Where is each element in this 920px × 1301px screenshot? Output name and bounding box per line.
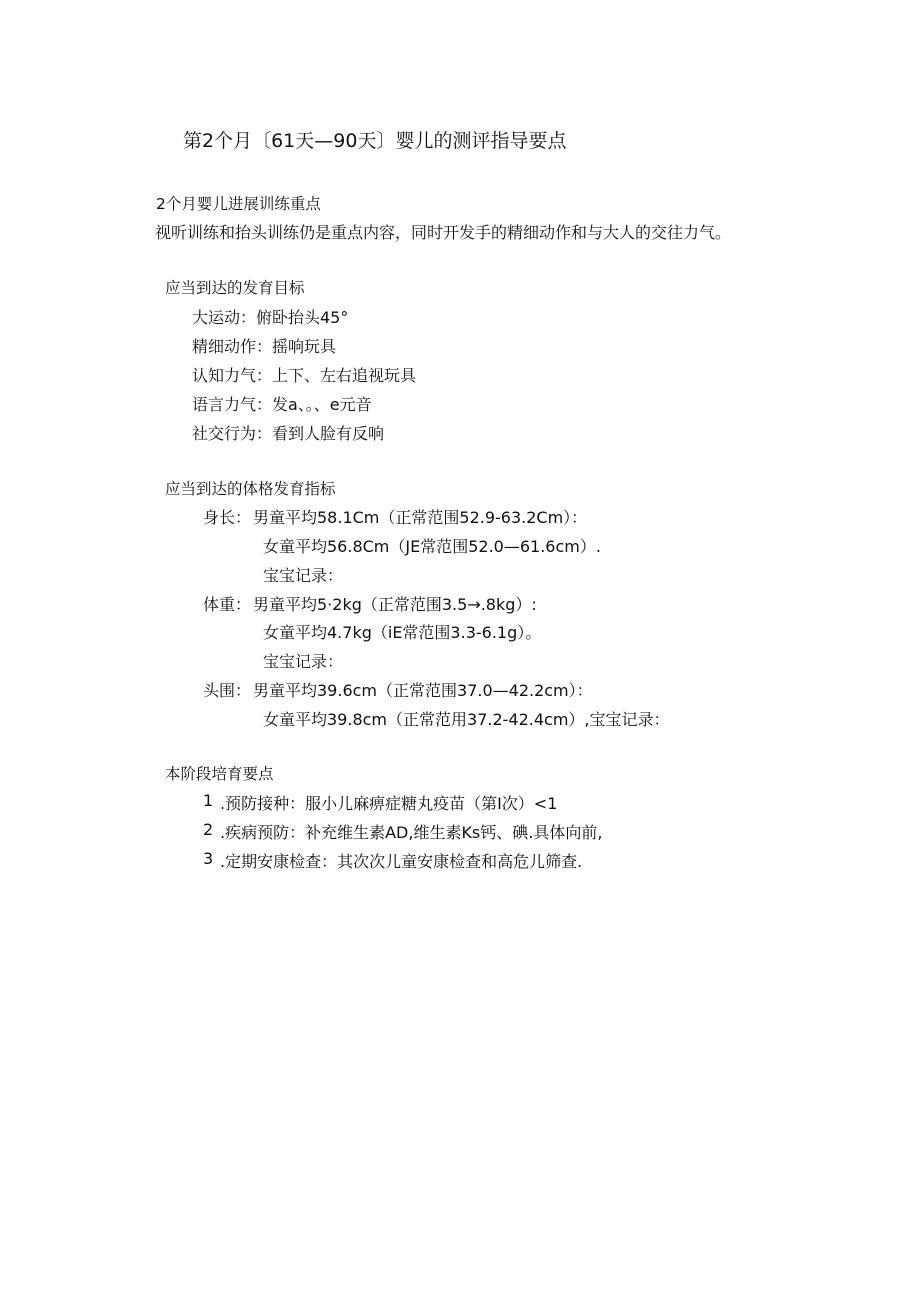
height-female: 女童平均56.8Cm（JE常范围52.0—61.6cm）. xyxy=(263,537,601,556)
care-heading: 本阶段培育要点 xyxy=(165,765,274,783)
head-female: 女童平均39.8cm（正常范用37.2-42.4cm）,宝宝记录： xyxy=(263,710,670,729)
care-item-text: .预防接种：服小儿麻痹症糖丸疫苗（第I次）<1 xyxy=(220,794,558,813)
head-label: 头围： xyxy=(203,681,252,700)
intro-heading: 2个月婴儿进展训练重点 xyxy=(156,195,321,213)
weight-female: 女童平均4.7kg（iE常范围3.3-6.1g）。 xyxy=(263,623,542,642)
intro-text: 视听训练和抬头训练仍是重点内容，同时开发手的精细动作和与大人的交往力气。 xyxy=(155,223,732,242)
goal-item: 大运动：俯卧抬头45° xyxy=(192,308,349,327)
care-item-number: 2 xyxy=(203,820,214,839)
goal-item: 精细动作：摇响玩具 xyxy=(192,337,337,356)
care-item-text: .疾病预防：补充维生素AD,维生素Ks钙、碘.具体向前, xyxy=(220,823,603,842)
height-record: 宝宝记录： xyxy=(263,566,344,585)
care-item-number: 1 xyxy=(203,791,214,810)
goals-heading: 应当到达的发育目标 xyxy=(165,279,305,297)
height-label: 身长： xyxy=(203,508,252,527)
height-male: 男童平均58.1Cm（正常范围52.9-63.2Cm）： xyxy=(253,508,588,527)
goal-item: 认知力气：上下、左右追视玩具 xyxy=(192,366,417,385)
goal-item: 语言力气：发a、。、e元音 xyxy=(192,395,372,414)
goal-item: 社交行为：看到人脸有反响 xyxy=(192,424,385,443)
physical-heading: 应当到达的体格发育指标 xyxy=(165,480,336,498)
weight-label: 体重： xyxy=(203,595,252,614)
weight-male: 男童平均5·2kg（正常范围3.5→.8kg）: xyxy=(253,595,537,614)
weight-record: 宝宝记录： xyxy=(263,652,344,671)
page-title: 第2个月〔61天—90天〕婴儿的测评指导要点 xyxy=(183,130,567,152)
head-male: 男童平均39.6cm（正常范围37.0—42.2cm）： xyxy=(253,681,593,700)
care-item-text: .定期安康检查：其次次儿童安康检查和高危儿筛查. xyxy=(220,852,583,871)
care-item-number: 3 xyxy=(203,849,214,868)
